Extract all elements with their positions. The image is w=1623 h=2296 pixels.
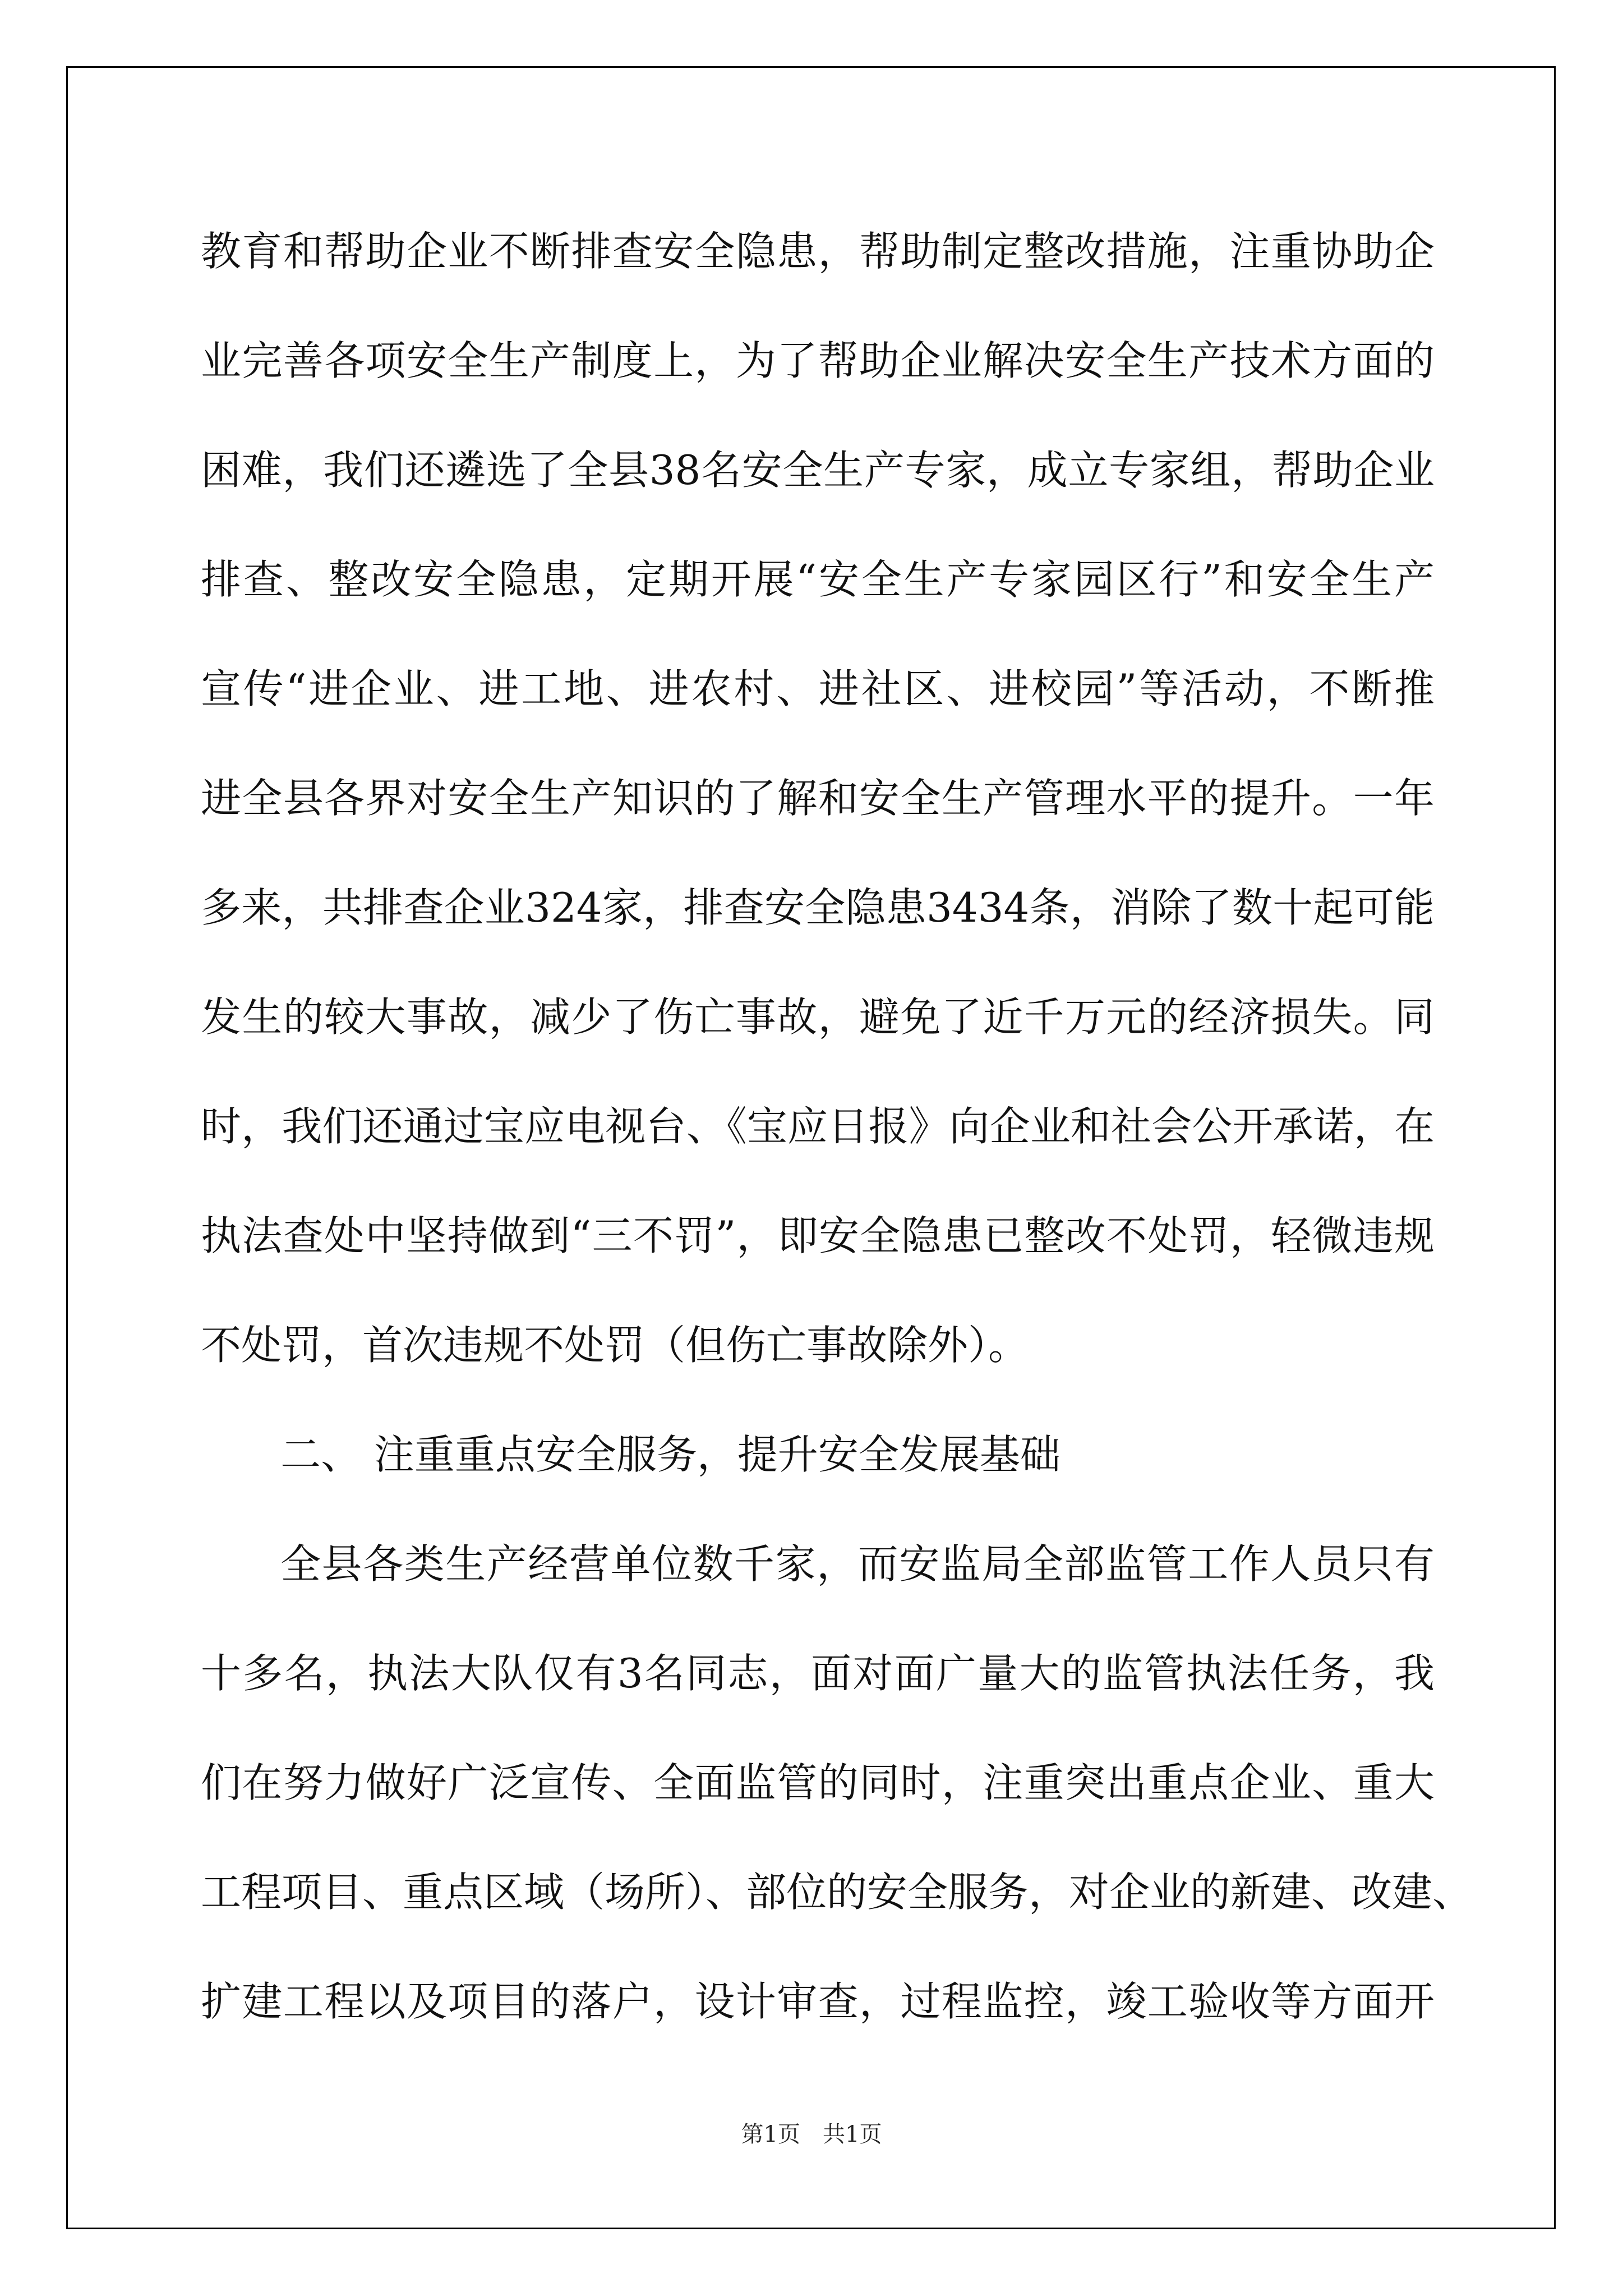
page-number: 第1页 [741, 2122, 800, 2147]
page-total: 共1页 [823, 2122, 882, 2147]
paragraph-line: 不处罚，首次违规不处罚（但伤亡事故除外）。 [201, 1322, 1029, 1369]
paragraph-line: 排查、整改安全隐患，定期开展“安全生产专家园区行”和安全生产 [201, 556, 1435, 603]
paragraph-line: 多来，共排查企业324家，排查安全隐患3434条，消除了数十起可能 [201, 884, 1435, 931]
paragraph-line: 十多名，执法大队仅有3名同志，面对面广量大的监管执法任务，我 [201, 1650, 1435, 1697]
paragraph-line: 全县各类生产经营单位数千家，而安监局全部监管工作人员只有 [280, 1540, 1435, 1588]
paragraph-line: 困难，我们还遴选了全县38名安全生产专家，成立专家组，帮助企业 [201, 447, 1435, 494]
paragraph-line: 们在努力做好广泛宣传、全面监管的同时，注重突出重点企业、重大 [201, 1759, 1435, 1806]
paragraph-line: 发生的较大事故，减少了伤亡事故，避免了近千万元的经济损失。同 [201, 993, 1435, 1041]
paragraph-line: 工程项目、重点区域（场所）、部位的安全服务，对企业的新建、改建、 [201, 1869, 1473, 1916]
paragraph-line: 执法查处中坚持做到“三不罚”，即安全隐患已整改不处罚，轻微违规 [201, 1212, 1435, 1259]
paragraph-line: 教育和帮助企业不断排查安全隐患，帮助制定整改措施，注重协助企 [201, 228, 1435, 275]
paragraph-line: 宣传“进企业、进工地、进农村、进社区、进校园”等活动，不断推 [201, 665, 1435, 712]
section-heading: 二、 注重重点安全服务，提升安全发展基础 [280, 1431, 1061, 1478]
page-footer [0, 2118, 1623, 2151]
paragraph-line: 进全县各界对安全生产知识的了解和安全生产管理水平的提升。一年 [201, 775, 1435, 822]
paragraph-line: 时，我们还通过宝应电视台、《宝应日报》向企业和社会公开承诺，在 [201, 1103, 1435, 1150]
paragraph-line: 业完善各项安全生产制度上，为了帮助企业解决安全生产技术方面的 [201, 337, 1435, 384]
paragraph-line: 扩建工程以及项目的落户，设计审查，过程监控，竣工验收等方面开 [201, 1978, 1435, 2025]
